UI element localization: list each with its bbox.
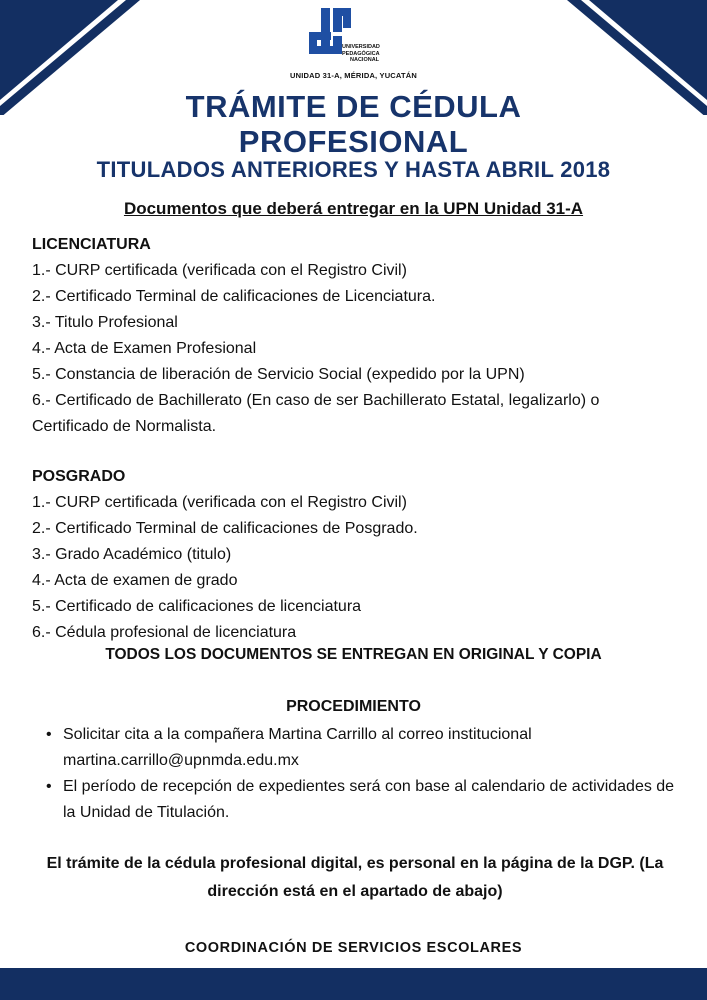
procedure-heading: PROCEDIMIENTO [286,698,421,715]
footer-coordination: COORDINACIÓN DE SERVICIOS ESCOLARES [184,940,523,956]
logo-line-nacional: NACIONAL [350,57,380,63]
unit-location: UNIDAD 31-A, MÉRIDA, YUCATÁN [290,71,417,80]
list-item [46,774,676,826]
list-item: 6.- Certificado de Bachillerato (En caso de ser Bachillerato Estatal, legalizarlo) o Certificado de Normalista. [32,392,600,435]
original-and-copy-notice: TODOS LOS DOCUMENTOS SE ENTREGAN EN ORIGINAL Y COPIA [105,646,602,663]
list-item: 1.- CURP certificada (verificada con el Registro Civil) [32,262,407,279]
logo-wordmark [342,44,380,64]
dgp-note: El trámite de la cédula profesional digital, es personal en la página de la DGP. (La dirección está en el apartado de abajo) [46,855,664,900]
list-item: 2.- Certificado Terminal de calificaciones de Posgrado. [32,520,418,537]
posgrado-heading: POSGRADO [32,468,126,485]
procedure-text: El período de recepción de expedientes será con base al calendario de actividades de la Unidad de Titulación. [63,778,675,821]
licenciatura-section [32,232,682,440]
procedure-text: Solicitar cita a la compañera Martina Carrillo al correo institucional [63,726,532,743]
list-item: 3.- Titulo Profesional [32,314,178,331]
list-item: 5.- Certificado de calificaciones de licenciatura [32,598,362,615]
list-item: 5.- Constancia de liberación de Servicio Social (expedido por la UPN) [32,366,525,383]
list-item: 2.- Certificado Terminal de calificaciones de Licenciatura. [32,288,436,305]
procedure-list [46,722,676,826]
list-item: 3.- Grado Académico (titulo) [32,546,232,563]
documents-heading: Documentos que deberá entregar en la UPN Unidad 31-A [123,199,584,218]
bottom-bar [0,968,707,1000]
logo-line-universidad: UNIVERSIDAD [342,44,380,50]
bullet-icon: • [46,778,52,795]
list-item: 4.- Acta de examen de grado [32,572,238,589]
list-item: 4.- Acta de Examen Profesional [32,340,257,357]
contact-email-link[interactable]: martina.carrillo@upnmda.edu.mx [63,752,299,769]
posgrado-section [32,464,682,646]
page-subtitle: TITULADOS ANTERIORES Y HASTA ABRIL 2018 [96,157,611,182]
licenciatura-heading: LICENCIATURA [32,236,151,253]
page-title-line1: TRÁMITE DE CÉDULA [185,89,522,124]
bullet-icon: • [46,726,52,743]
list-item: 6.- Cédula profesional de licenciatura [32,624,297,641]
logo-line-pedagogica: PEDAGÓGICA [342,50,380,57]
page-title-line2: PROFESIONAL [238,124,469,159]
list-item: 1.- CURP certificada (verificada con el Registro Civil) [32,494,407,511]
list-item [46,722,676,774]
